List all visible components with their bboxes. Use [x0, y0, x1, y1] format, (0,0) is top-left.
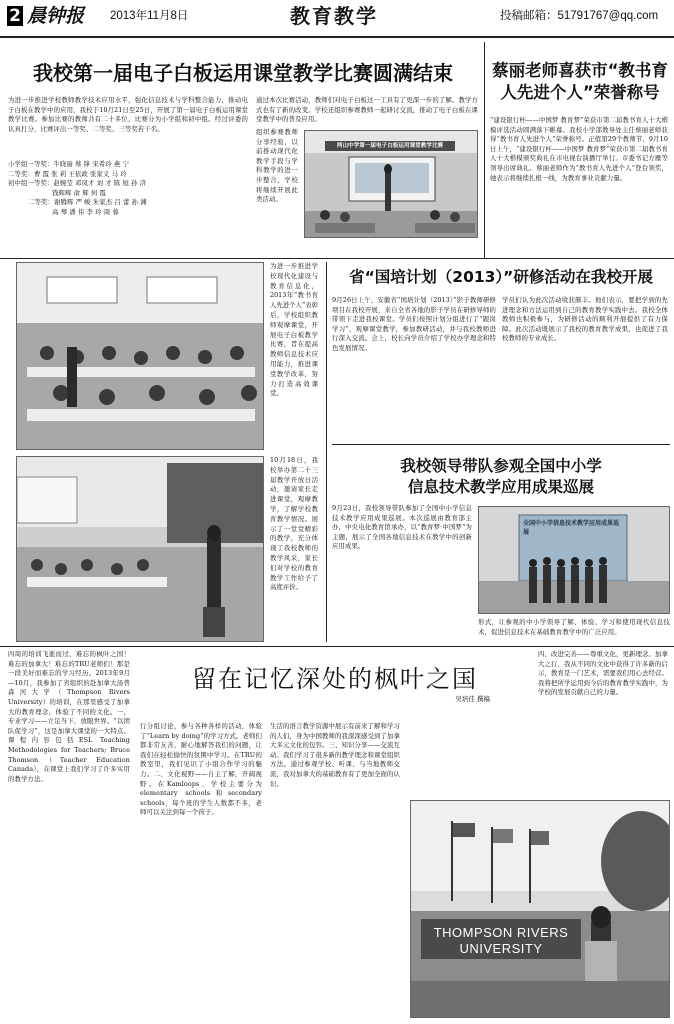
column-rule	[326, 262, 327, 642]
classroom-photo-1	[304, 130, 478, 238]
classroom-photo-2	[16, 262, 264, 450]
article1-col3: 组织参赛教师分享经验，以前推动现代化教学手段与学科教学的进一步整合，学校将继续开展此类活动。	[256, 128, 298, 204]
article5-title: 留在记忆深处的枫叶之国	[192, 665, 478, 693]
award-line: 钱辉辉 俞 辉 何 霞	[52, 188, 106, 197]
article4-col2: 形式，让参观的中小学领导了解、体验、学习和使用现代信息技术，促进信息技术在基础教育教学中的广泛应用。	[478, 618, 670, 636]
photo-caption-2: 10月18日，我校举办第二十三届教学开放日活动，邀请家长走进课堂，观摩教学，了解学校教育教学情况。展示了一堂堂精彩的教学，充分体现了我校教师的教学风采，家长们对学校的教育教学工作给予了高度评价。	[270, 456, 318, 592]
exhibition-photo	[478, 506, 670, 614]
article1-col2: 通过本次比赛活动，教师们对电子白板这一工具有了更深一步的了解。教学方式也有了新的改变。学校还组织参赛教师一起研讨交流，推动了电子白板在课堂教学中的普及应用。	[256, 96, 478, 124]
section-title: 教育教学	[290, 4, 378, 28]
university-sign-line2: UNIVERSITY	[459, 941, 543, 956]
article5-col3: 生活的语言教学资源中展示有前来了解和学习的人们，身为中国教师的我深深感受到了加拿大多元文化的包容。三、知识分享——交流互动。我们学习了很多新的教学理念和课堂组织方法。通过参观学校、听课、与当地教师交流，我对加拿大的基础教育有了更加全面的认识。	[270, 722, 400, 788]
header-rule	[0, 36, 674, 38]
article4-title	[332, 456, 670, 498]
issue-date: 2013年11月8日	[110, 10, 189, 22]
article1-awards	[8, 160, 248, 218]
award-line: 高 琴 潘 伟 李 玲 周 蓉	[52, 207, 119, 216]
university-sign-line1: THOMPSON RIVERS	[433, 925, 569, 940]
article2-title-line2: 人先进个人”荣誉称号	[500, 83, 660, 102]
article5-col4: 四、改进完善——尊重文化，更新理念。加拿大之行，我从不同的文化中获得了许多新的启示，教育是一门艺术，需要我们用心去经营。我将把所学运用到今后的教育教学实践中，为学校的发展贡献自己的力量。	[538, 650, 668, 697]
award-line: 二等奖：曹 霞 张 莉 王依政 张家义 马 玲	[8, 169, 127, 178]
article2-title	[490, 60, 670, 104]
article3-col1: 9月26日上午，安徽省“国培计划（2013）”影子教师研修项目在我校开展，来自全省各地的影子学员在研修导师的带领下走进我校课堂。学员们按照计划分组进行了“跟岗学习”，观摩课堂教学，参加教研活动，并与我校教师进行深入交流。会上，校长向学员介绍了学校办学理念和特色发展情况。	[332, 296, 496, 352]
column-rule	[484, 42, 485, 258]
article5-col3b	[408, 722, 530, 788]
newspaper-brand: 晨钟报	[27, 5, 85, 27]
article5-title-block	[140, 664, 530, 720]
article1-title: 我校第一届电子白板运用课堂教学比赛圆满结束	[33, 61, 453, 85]
article4-title-line1: 我校领导带队参观全国中小学	[400, 457, 602, 475]
article1-col1: 为进一步推进学校教师教学技术应用水平，强化信息技术与学科整合能力，推动电子白板在教学中的应用，我校于10月21日至25日，开展了第一届电子白板运用课堂教学比赛。参加比赛的教师共有二十多位，比赛分为小学组和初中组。经过评委的认真打分，比赛评出一等奖、二等奖、三等奖若干名。	[8, 96, 248, 133]
university-sign	[423, 925, 579, 957]
classroom-photo-3	[16, 456, 264, 642]
article2-body: “建设银行杯——中国梦 教育梦”荣获市第二届教书育人十大楷模评选活动圆满落下帷幕。我校小学部教导处主任蔡丽老师获得“教书育人先进个人”荣誉称号。正值第29个教师节，9月10日上午，“建设银行杯——中国梦 教育梦”荣获市第二届教书育人十大楷模颁奖典礼在市电视台演播厅举行。市委书记方雁等领导出席典礼。蔡丽老师作为“教书育人先进个人”登台领奖，她表示将继续扎根一线，为教育事业贡献力量。	[490, 116, 668, 182]
page-number: 2	[7, 6, 23, 26]
article2-title-line1: 蔡丽老师喜获市“教书育	[492, 61, 668, 80]
submission-email: 投稿邮箱：51791767@qq.com	[500, 10, 659, 22]
section-rule	[0, 258, 674, 259]
article3-col2: 学员们认为此次活动收获颇丰。他们表示，要把学到的先进理念和方法运用到自己的教育教学实践中去。我校全体教师也积极参与，为研修活动的顺利开展提供了有力保障。此次活动既展示了我校的教育教学成果，也促进了我校教师的专业成长。	[502, 296, 668, 343]
exhibition-banner-text: 全国中小学信息技术教学应用成果巡展	[523, 520, 620, 536]
article5-col1: 四周的培训飞逝而过，难忘的枫叶之国！难忘的加拿大！难忘的TRU老师们！那是一段美好而难忘的学习经历。2013年9月—10月，我参加了省组织的赴加拿大汤普森河大学（Thompson Rivers University）的培训，在那里感受了加拿大的教育理念，体验了不同的文化。一、专业学习——立足当下，放眼世界。“以团队促学习”，这是加拿大课堂的一大特点。课程内容包括ESL Teaching Methodologies for Teachers; Bruce Thomson（Teacher Education Canada），在课堂上我们学习了许多实用的教学方法。	[8, 650, 130, 783]
section-rule	[332, 444, 670, 445]
photo-banner-text: 两山中学第一届电子白板运用课堂教学比赛	[336, 143, 444, 149]
section-rule	[0, 646, 674, 647]
award-line: 小学组一等奖：牛晓丽 蔡 锋 宋希玲 燕 宁	[8, 160, 129, 168]
article4-title-line2: 信息技术教学应用成果巡展	[407, 478, 594, 496]
article5-byline: 吴培佳 撰稿	[455, 695, 490, 703]
page-header	[0, 0, 674, 36]
award-line: 二等奖：谢腾辉 严 峻 朱家杰 吕 蕾 孙 渊	[28, 198, 147, 207]
university-photo	[410, 800, 670, 1018]
article3-title: 省“国培计划（2013）”研修活动在我校开展	[349, 268, 653, 286]
article5-col2: 行分组讨论，参与各种各样的活动，体验了“Learn by doing”的学习方式。老师们都非常友善，耐心地解答我们的问题，让我们在轻松愉快的氛围中学习。在TRU的教室里，我们见识了小组合作学习的魅力。二、文化视野——自主了解，开阔视野。在Kamloops，学校主要分为elementary schools和secondary schools，每个班的学生人数都不多，老师可以关注到每一个孩子。	[140, 722, 262, 817]
award-line: 初中组一等奖：赵婉莹 邓凤才 刘 才 陈 旭 孙 济	[8, 179, 147, 188]
article4-col1: 9月23日，我校领导带队参加了全国中小学信息技术教学应用成果巡展。本次巡展由教育部主办，中央电化教育馆承办，以“教育梦·中国梦”为主题，展示了全国各地信息技术在教学中的创新应用成果。	[332, 504, 472, 551]
photo-caption-1: 为进一步推进学校现代化建设与教育信息化，2013年“教书育人先进个人”表彰后，学校组织教师观摩课堂，开展电子白板教学比赛，旨在提高教师信息技术应用能力，推进课堂教学改革，努力打造高效课堂。	[270, 262, 318, 398]
